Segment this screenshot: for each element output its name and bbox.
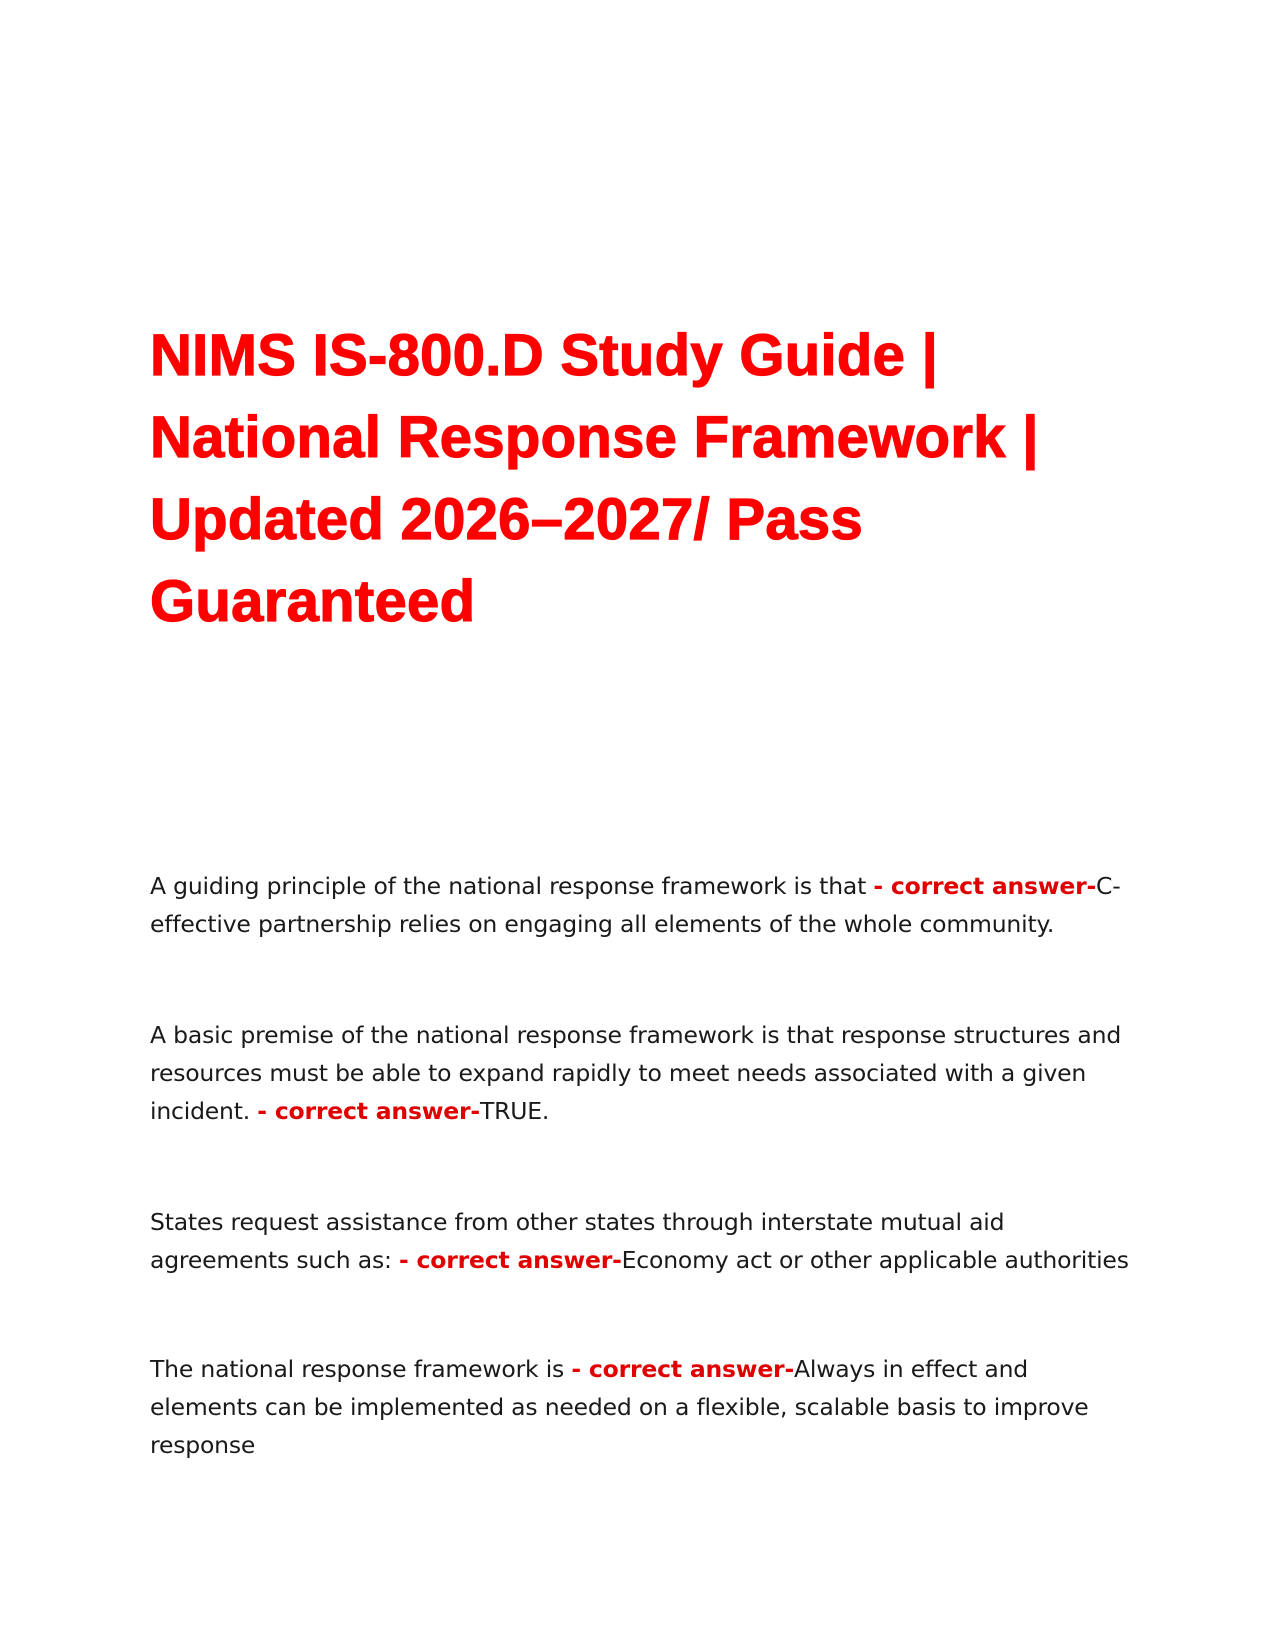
- qa-item: [150, 1350, 1130, 1464]
- correct-answer-marker: - correct answer-: [399, 1246, 622, 1274]
- correct-answer-marker: - correct answer-: [571, 1355, 794, 1383]
- answer-text: Economy act or other applicable authorities: [621, 1246, 1129, 1274]
- document-title: NIMS IS-800.D Study Guide | National Response Framework | Updated 2026–2027/ Pass Guaranteed: [150, 323, 1039, 634]
- qa-item: [150, 867, 1130, 943]
- correct-answer-marker: - correct answer-: [257, 1097, 480, 1125]
- question-text: States request assistance from other states through interstate mutual aid agreements such as:: [150, 1208, 1005, 1274]
- answer-text: Always in effect and elements can be implemented as needed on a flexible, scalable basis to improve response: [150, 1355, 1089, 1459]
- qa-item: [150, 1016, 1130, 1130]
- answer-text: C-effective partnership relies on engaging all elements of the whole community.: [150, 872, 1121, 938]
- answer-text: TRUE.: [479, 1097, 550, 1125]
- qa-item: [150, 1203, 1130, 1279]
- correct-answer-marker: - correct answer-: [873, 872, 1097, 900]
- question-text: A guiding principle of the national response framework is that: [150, 872, 874, 900]
- question-text: A basic premise of the national response framework is that response structures and resources must be able to expand rapidly to meet needs associated with a given incident.: [150, 1021, 1122, 1125]
- question-text: The national response framework is: [150, 1355, 572, 1383]
